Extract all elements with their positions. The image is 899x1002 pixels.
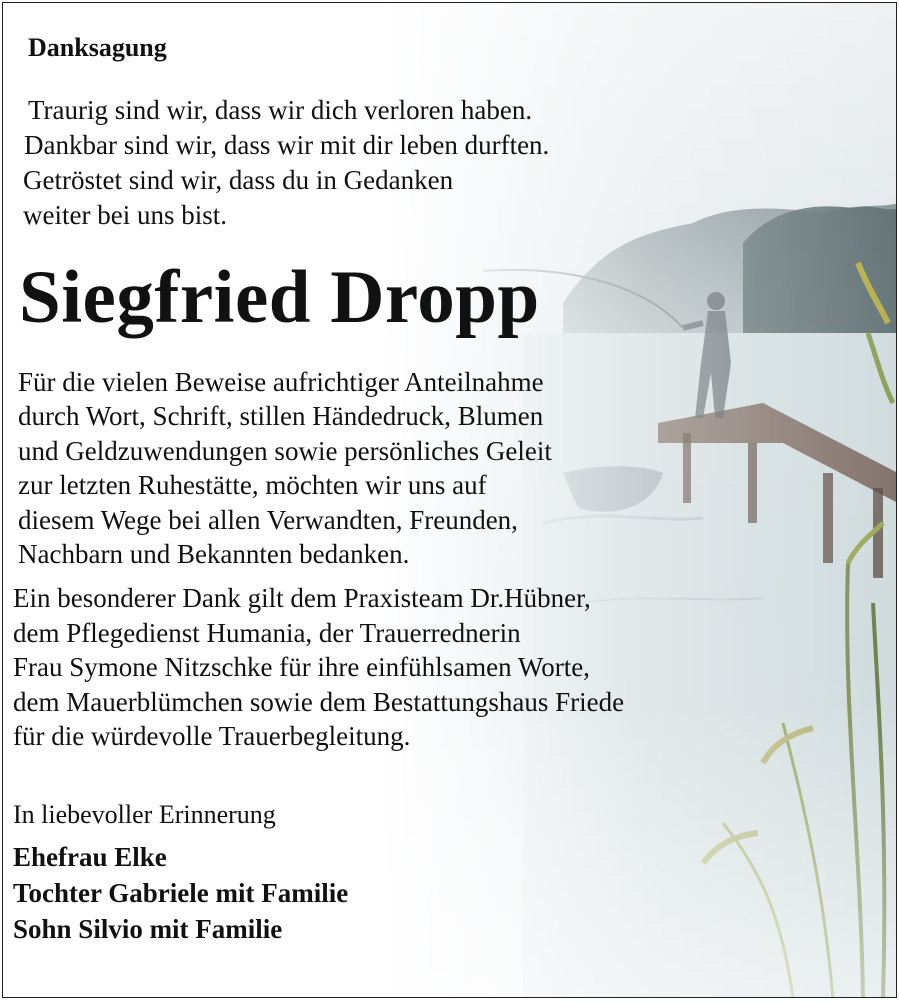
- special-thanks-line: dem Pflegedienst Humania, der Trauerrednerin: [13, 618, 521, 648]
- signature-line: Tochter Gabriele mit Familie: [13, 878, 349, 908]
- thanks-line: Nachbarn und Bekannten bedanken.: [18, 539, 410, 569]
- thanks-line: und Geldzuwendungen sowie persönliches Geleit: [18, 436, 552, 466]
- thanks-line: durch Wort, Schrift, stillen Händedruck, Blumen: [18, 401, 544, 431]
- obituary-card: [2, 2, 897, 998]
- poem-line: Dankbar sind wir, dass wir mit dir leben durften.: [24, 130, 550, 160]
- poem-line: weiter bei uns bist.: [23, 200, 227, 230]
- poem-line: Traurig sind wir, dass wir dich verloren haben.: [28, 95, 533, 125]
- heading: Danksagung: [28, 33, 167, 62]
- signature-line: Ehefrau Elke: [13, 842, 167, 872]
- thanks-line: diesem Wege bei allen Verwandten, Freunden,: [18, 505, 518, 535]
- special-thanks-line: dem Mauerblümchen sowie dem Bestattungshaus Friede: [13, 687, 625, 717]
- thanks-line: Für die vielen Beweise aufrichtiger Anteilnahme: [18, 367, 544, 397]
- special-thanks-line: Ein besonderer Dank gilt dem Praxisteam Dr.Hübner,: [13, 583, 591, 613]
- thanks-line: zur letzten Ruhestätte, möchten wir uns auf: [18, 470, 487, 500]
- signature-line: Sohn Silvio mit Familie: [13, 914, 283, 944]
- poem-line: Getröstet sind wir, dass du in Gedanken: [23, 165, 454, 195]
- special-thanks-line: für die würdevolle Trauerbegleitung.: [13, 721, 411, 751]
- obituary-text: [3, 3, 897, 998]
- special-thanks-line: Frau Symone Nitzschke für ihre einfühlsamen Worte,: [13, 652, 590, 682]
- deceased-name: Siegfried Dropp: [19, 256, 540, 339]
- memory-line: In liebevoller Erinnerung: [13, 800, 276, 829]
